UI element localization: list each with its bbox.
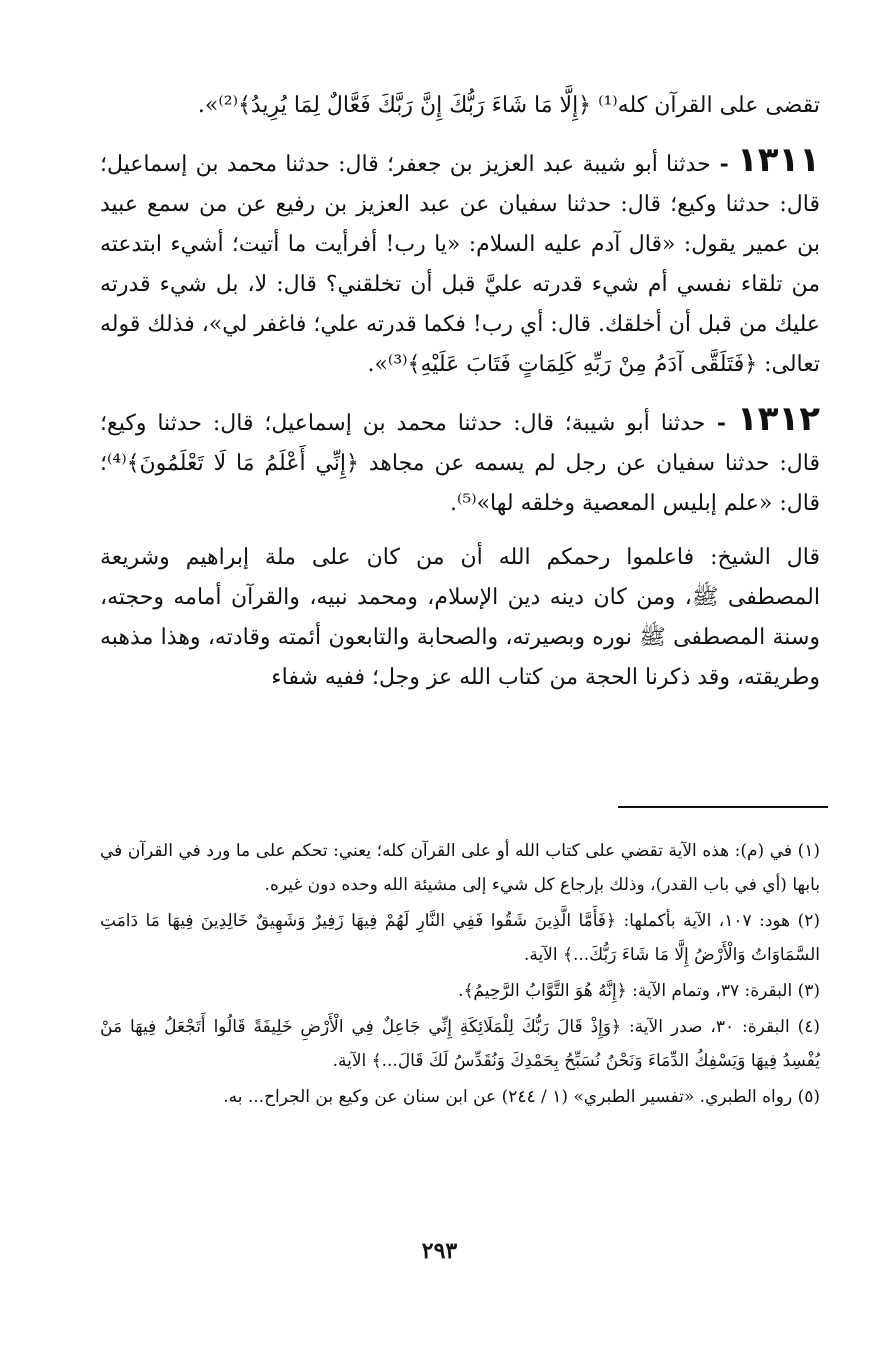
hadith-1311 bbox=[100, 140, 820, 385]
page-number: ٢٩٣ bbox=[421, 1238, 458, 1264]
footnote-2: (٢) هود: ١٠٧، الآية بأكملها: ﴿فَأَمَّا الَّذِينَ شَقُوا فَفِي النَّارِ لَهُمْ فِيهَا زَفِيرٌ وَشَهِيقٌ خَالِدِينَ فِيهَا مَا دَامَتِ السَّمَاوَاتُ وَالْأَرْضُ إِلَّا مَا شَاءَ رَبُّكَ...﴾ الآية. bbox=[100, 911, 820, 965]
footnote-divider bbox=[618, 806, 828, 808]
footnote-3: (٣) البقرة: ٣٧، وتمام الآية: ﴿إِنَّهُ هُوَ التَّوَّابُ الرَّحِيمُ﴾. bbox=[458, 981, 820, 1001]
hadith-dash: - bbox=[705, 410, 727, 436]
hadith-text: حدثنا أبو شيبة عبد العزيز بن جعفر؛ قال: حدثنا محمد بن إسماعيل؛ قال: حدثنا وكيع؛ قال: حدثنا سفيان عن عبد العزيز بن رفيع عن من سمع عبيد بن عمير يقول: «قال آدم عليه السلام: «يا رب! أفرأيت ما أتيت؛ أشيء ابتدعته من تلقاء نفسي أم شيء قدرته عليَّ قبل أن تخلقني؟ قال: لا، بل شيء قدرته عليك من قبل أن أخلقك. قال: أي رب! فكما قدرته علي؛ فاغفر لي»، فذلك قوله تعالى: ﴿فَتَلَقَّى آدَمُ مِنْ رَبِّهِ كَلِمَاتٍ فَتَابَ عَلَيْهِ﴾⁽³⁾». bbox=[100, 152, 820, 377]
footnote-5: (٥) رواه الطبري. «تفسير الطبري» (١ / ٢٤٤) عن ابن سنان عن وكيع بن الجراح... به. bbox=[223, 1087, 820, 1107]
footnote-1: (١) في (م): هذه الآية تقضي على كتاب الله أو على القرآن كله؛ يعني: تحكم على ما ورد في القرآن في بابها (أي في باب القدر)، وذلك بإرجاع كل شيء إلى مشيئة الله وحده دون غيره. bbox=[100, 841, 820, 895]
hadith-text: حدثنا أبو شيبة؛ قال: حدثنا محمد بن إسماعيل؛ قال: حدثنا وكيع؛ قال: حدثنا سفيان عن رجل لم يسمه عن مجاهد ﴿إِنِّي أَعْلَمُ مَا لَا تَعْلَمُونَ﴾⁽⁴⁾؛ قال: «علم إبليس المعصية وخلقه لها»⁽⁵⁾. bbox=[100, 411, 820, 516]
footnote-4: (٤) البقرة: ٣٠، صدر الآية: ﴿وَإِذْ قَالَ رَبُّكَ لِلْمَلَائِكَةِ إِنِّي جَاعِلٌ فِي الْأَرْضِ خَلِيفَةً قَالُوا أَتَجْعَلُ فِيهَا مَنْ يُفْسِدُ فِيهَا وَيَسْفِكُ الدِّمَاءَ وَنَحْنُ نُسَبِّحُ بِحَمْدِكَ وَنُقَدِّسُ لَكَ قَالَ...﴾ الآية. bbox=[100, 1017, 821, 1071]
hadith-number: ١٣١١ bbox=[736, 140, 820, 180]
main-text bbox=[100, 86, 820, 698]
paragraph-continuation: تقضى على القرآن كله⁽¹⁾ ﴿إِلَّا مَا شَاءَ رَبُّكَ إِنَّ رَبَّكَ فَعَّالٌ لِمَا يُرِيدُ﴾⁽²⁾». bbox=[197, 93, 820, 118]
hadith-1312 bbox=[100, 399, 820, 524]
hadith-dash: - bbox=[710, 151, 729, 177]
sheikh-commentary: قال الشيخ: فاعلموا رحمكم الله أن من كان على ملة إبراهيم وشريعة المصطفى ﷺ، ومن كان دينه دين الإسلام، ومحمد نبيه، والقرآن أمامه وحجته، وسنة المصطفى ﷺ نوره وبصيرته، والصحابة والتابعون أئمته وقادته، وهذا مذهبه وطريقته، وقد ذكرنا الحجة من كتاب الله عز وجل؛ ففيه شفاء bbox=[100, 545, 821, 690]
hadith-number: ١٣١٢ bbox=[736, 399, 820, 439]
footnotes bbox=[100, 834, 820, 1114]
